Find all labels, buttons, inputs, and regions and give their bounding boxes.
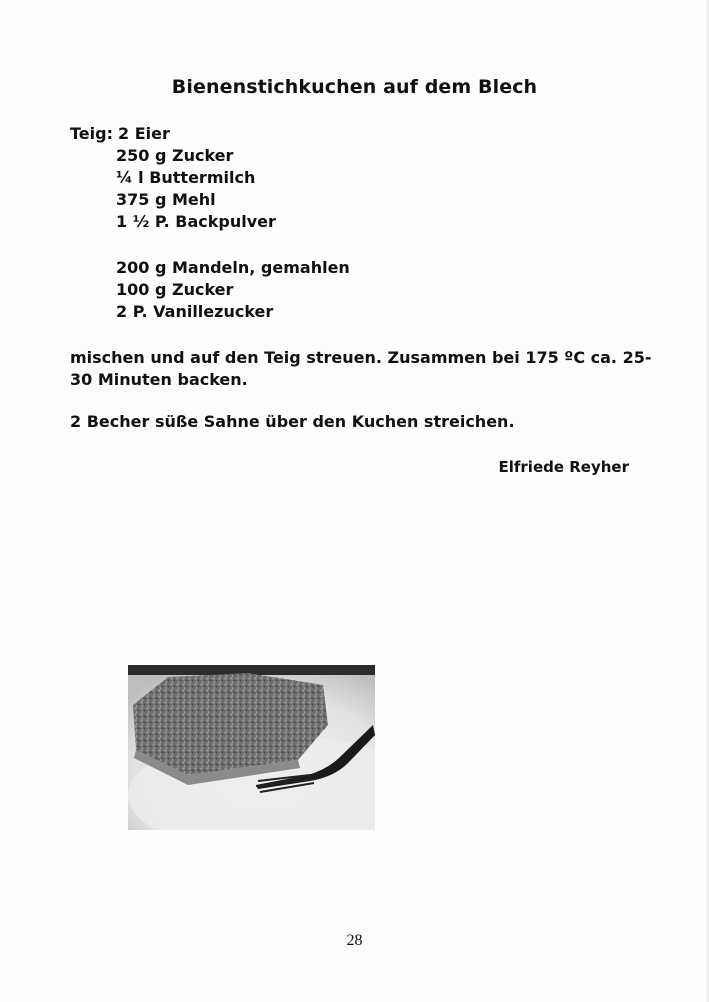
recipe-title: Bienenstichkuchen auf dem Blech bbox=[171, 76, 538, 98]
topping-line: 2 P. Vanillezucker bbox=[116, 302, 274, 321]
dough-label: Teig: bbox=[70, 124, 113, 143]
ingredient-line: 250 g Zucker bbox=[116, 146, 234, 165]
page-number: 28 bbox=[346, 932, 363, 949]
topping-line: 200 g Mandeln, gemahlen bbox=[116, 258, 350, 277]
instruction-line: 30 Minuten backen. bbox=[70, 370, 248, 389]
ingredient-line: ¼ l Buttermilch bbox=[116, 168, 256, 187]
instruction-line: mischen und auf den Teig streuen. Zusammen bei 175 ºC ca. 25- bbox=[70, 348, 652, 367]
topping-line: 100 g Zucker bbox=[116, 280, 234, 299]
instruction-line: 2 Becher süße Sahne über den Kuchen streichen. bbox=[70, 412, 515, 431]
page-edge bbox=[705, 0, 709, 1002]
recipe-author: Elfriede Reyher bbox=[498, 458, 629, 476]
cake-photo bbox=[128, 665, 375, 830]
ingredient-line: 1 ½ P. Backpulver bbox=[116, 212, 276, 231]
ingredient-line: 375 g Mehl bbox=[116, 190, 216, 209]
ingredient-line: 2 Eier bbox=[118, 124, 170, 143]
